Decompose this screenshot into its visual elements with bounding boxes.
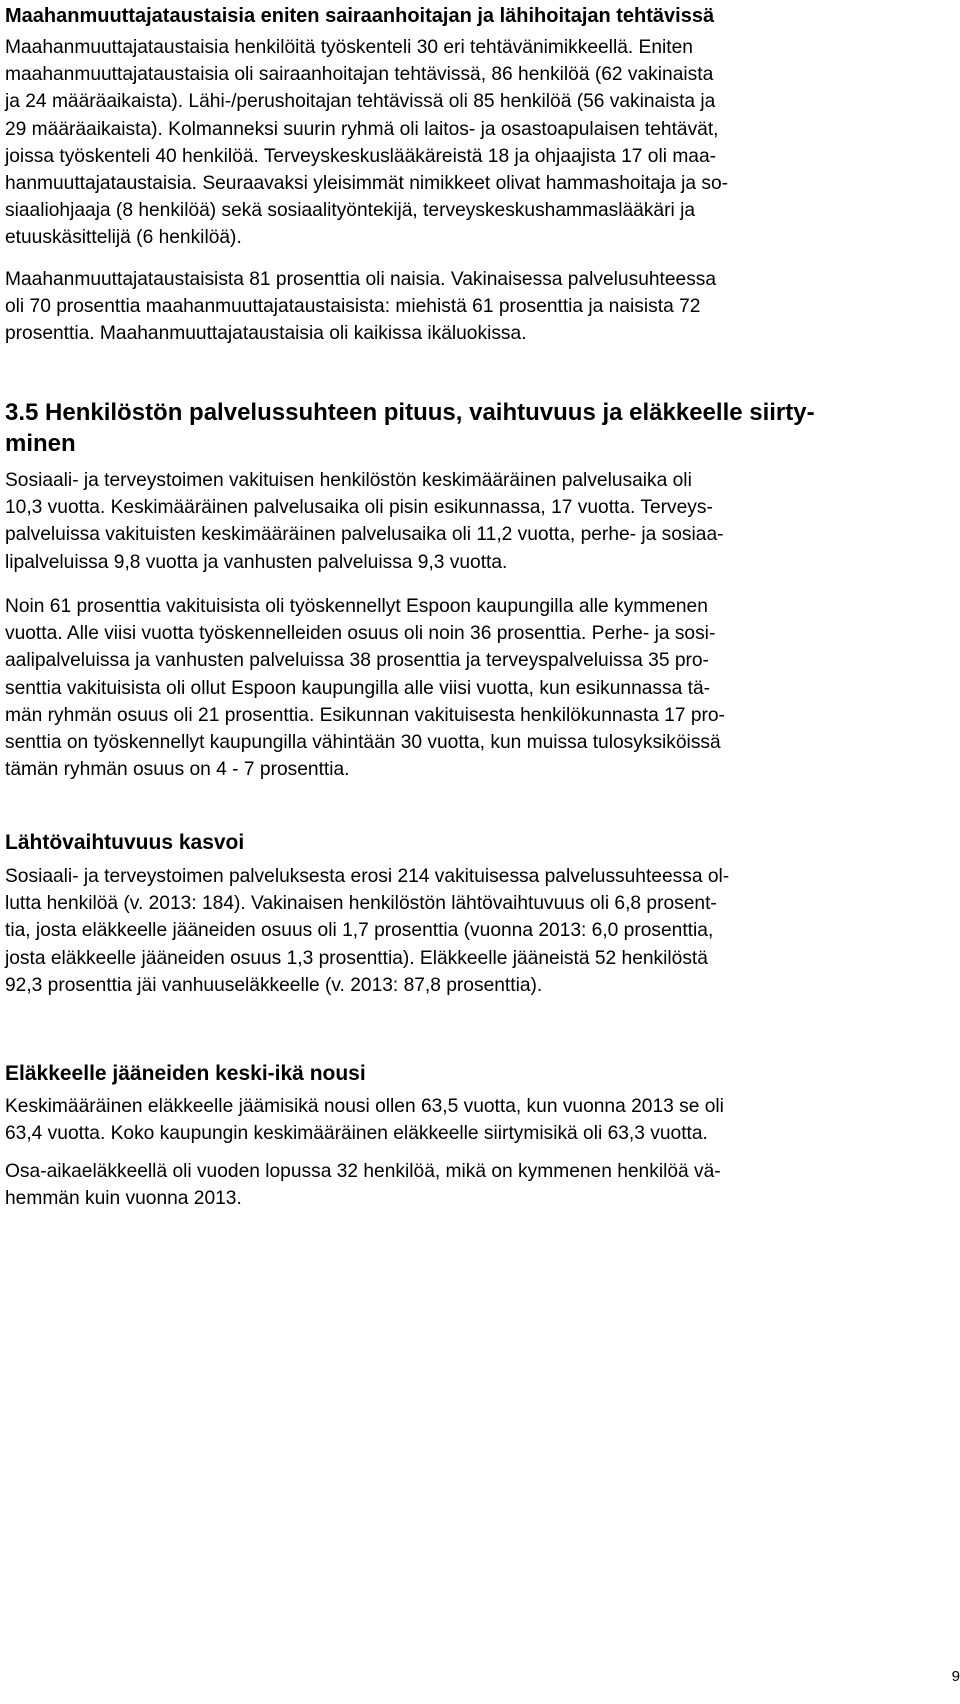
- text-line: Noin 61 prosenttia vakituisista oli työskennellyt Espoon kaupungilla alle kymmenen: [5, 596, 708, 617]
- heading-line: minen: [5, 430, 76, 457]
- text-line: palveluissa vakituisten keskimääräinen palvelusaika oli 11,2 vuotta, perhe- ja sosiaa-: [5, 524, 724, 546]
- paragraph-immigrant-titles: [5, 34, 895, 252]
- text-line: Osa-aikaeläkkeellä oli vuoden lopussa 32 henkilöä, mikä on kymmenen henkilöä vä-: [5, 1161, 721, 1182]
- text-line: prosenttia. Maahanmuuttajataustaisia oli kaikissa ikäluokissa.: [5, 323, 527, 345]
- text-line: Keskimääräinen eläkkeelle jäämisikä nousi ollen 63,5 vuotta, kun vuonna 2013 se oli: [5, 1096, 724, 1117]
- text-line: tia, josta eläkkeelle jääneiden osuus oli 1,7 prosenttia (vuonna 2013: 6,0 prosenttia,: [5, 920, 714, 942]
- paragraph-service-distribution: [5, 593, 895, 783]
- paragraph-immigrant-gender: [5, 266, 895, 348]
- text-line: män ryhmän osuus oli 21 prosenttia. Esikunnan vakituisesta henkilökunnasta 17 pro-: [5, 704, 725, 726]
- heading-immigrant-staff: Maahanmuuttajataustaisia eniten sairaanhoitajan ja lähihoitajan tehtävissä: [5, 5, 715, 27]
- heading-turnover: Lähtövaihtuvuus kasvoi: [5, 831, 245, 854]
- text-line: Sosiaali- ja terveystoimen vakituisen henkilöstön keskimääräinen palvelusaika oli: [5, 470, 692, 491]
- text-line: Maahanmuuttajataustaisista 81 prosenttia oli naisia. Vakinaisessa palvelusuhteessa: [5, 269, 717, 290]
- text-line: tämän ryhmän osuus on 4 - 7 prosenttia.: [5, 759, 350, 781]
- paragraph-retirement-age: [5, 1093, 895, 1147]
- text-line: 10,3 vuotta. Keskimääräinen palvelusaika oli pisin esikunnassa, 17 vuotta. Terveys-: [5, 497, 713, 519]
- text-line: Sosiaali- ja terveystoimen palveluksesta erosi 214 vakituisessa palvelussuhteessa ol-: [5, 866, 730, 887]
- text-line: maahanmuuttajataustaisia oli sairaanhoitajan tehtävissä, 86 henkilöä (62 vakinaista: [5, 64, 714, 86]
- text-line: hanmuuttajataustaisia. Seuraavaksi yleisimmät nimikkeet olivat hammashoitaja ja so-: [5, 173, 729, 195]
- text-line: 29 määräaikaista). Kolmanneksi suurin ryhmä oli laitos- ja osastoapulaisen tehtävät,: [5, 118, 719, 140]
- text-line: hemmän kuin vuonna 2013.: [5, 1188, 242, 1210]
- page-number: 9: [951, 1668, 960, 1685]
- text-line: josta eläkkeelle jääneiden osuus 1,3 prosenttia). Eläkkeelle jääneistä 52 henkilöstä: [5, 947, 708, 969]
- text-line: lipalveluissa 9,8 vuotta ja vanhusten palveluissa 9,3 vuotta.: [5, 551, 508, 573]
- text-line: senttia on työskennellyt kaupungilla vähintään 30 vuotta, kun muissa tulosyksiköissä: [5, 732, 721, 754]
- text-line: siaaliohjaaja (8 henkilöä) sekä sosiaalityöntekijä, terveyskeskushammaslääkäri ja: [5, 200, 696, 222]
- paragraph-service-length: [5, 467, 895, 576]
- text-line: joissa työskenteli 40 henkilöä. Terveyskeskuslääkäreistä 18 ja ohjaajista 17 oli maa-: [5, 145, 717, 167]
- heading-retirement-age: Eläkkeelle jääneiden keski-ikä nousi: [5, 1062, 366, 1085]
- text-line: ja 24 määräaikaista). Lähi-/perushoitajan tehtävissä oli 85 henkilöä (56 vakinaista ja: [5, 91, 716, 113]
- paragraph-part-time-pension: [5, 1158, 895, 1212]
- section-heading-3-5: [5, 397, 895, 459]
- text-line: etuuskäsittelijä (6 henkilöä).: [5, 227, 242, 249]
- text-line: lutta henkilöä (v. 2013: 184). Vakinaisen henkilöstön lähtövaihtuvuus oli 6,8 prosent-: [5, 893, 717, 915]
- text-line: senttia vakituisista oli ollut Espoon kaupungilla alle viisi vuotta, kun esikunnassa tä-: [5, 677, 711, 699]
- text-line: oli 70 prosenttia maahanmuuttajataustaisista: miehistä 61 prosenttia ja naisista 72: [5, 296, 701, 318]
- text-line: 92,3 prosenttia jäi vanhuuseläkkeelle (v. 2013: 87,8 prosenttia).: [5, 974, 543, 996]
- text-line: aalipalveluissa ja vanhusten palveluissa 38 prosenttia ja terveyspalveluissa 35 pro-: [5, 650, 709, 672]
- text-line: 63,4 vuotta. Koko kaupungin keskimääräinen eläkkeelle siirtymisikä oli 63,3 vuotta.: [5, 1123, 708, 1145]
- text-line: vuotta. Alle viisi vuotta työskennelleiden osuus oli noin 36 prosenttia. Perhe- ja sosi-: [5, 623, 716, 645]
- text-line: Maahanmuuttajataustaisia henkilöitä työskenteli 30 eri tehtävänimikkeellä. Eniten: [5, 37, 693, 58]
- paragraph-turnover: [5, 863, 895, 999]
- heading-line: 3.5 Henkilöstön palvelussuhteen pituus, vaihtuvuus ja eläkkeelle siirty-: [5, 399, 815, 426]
